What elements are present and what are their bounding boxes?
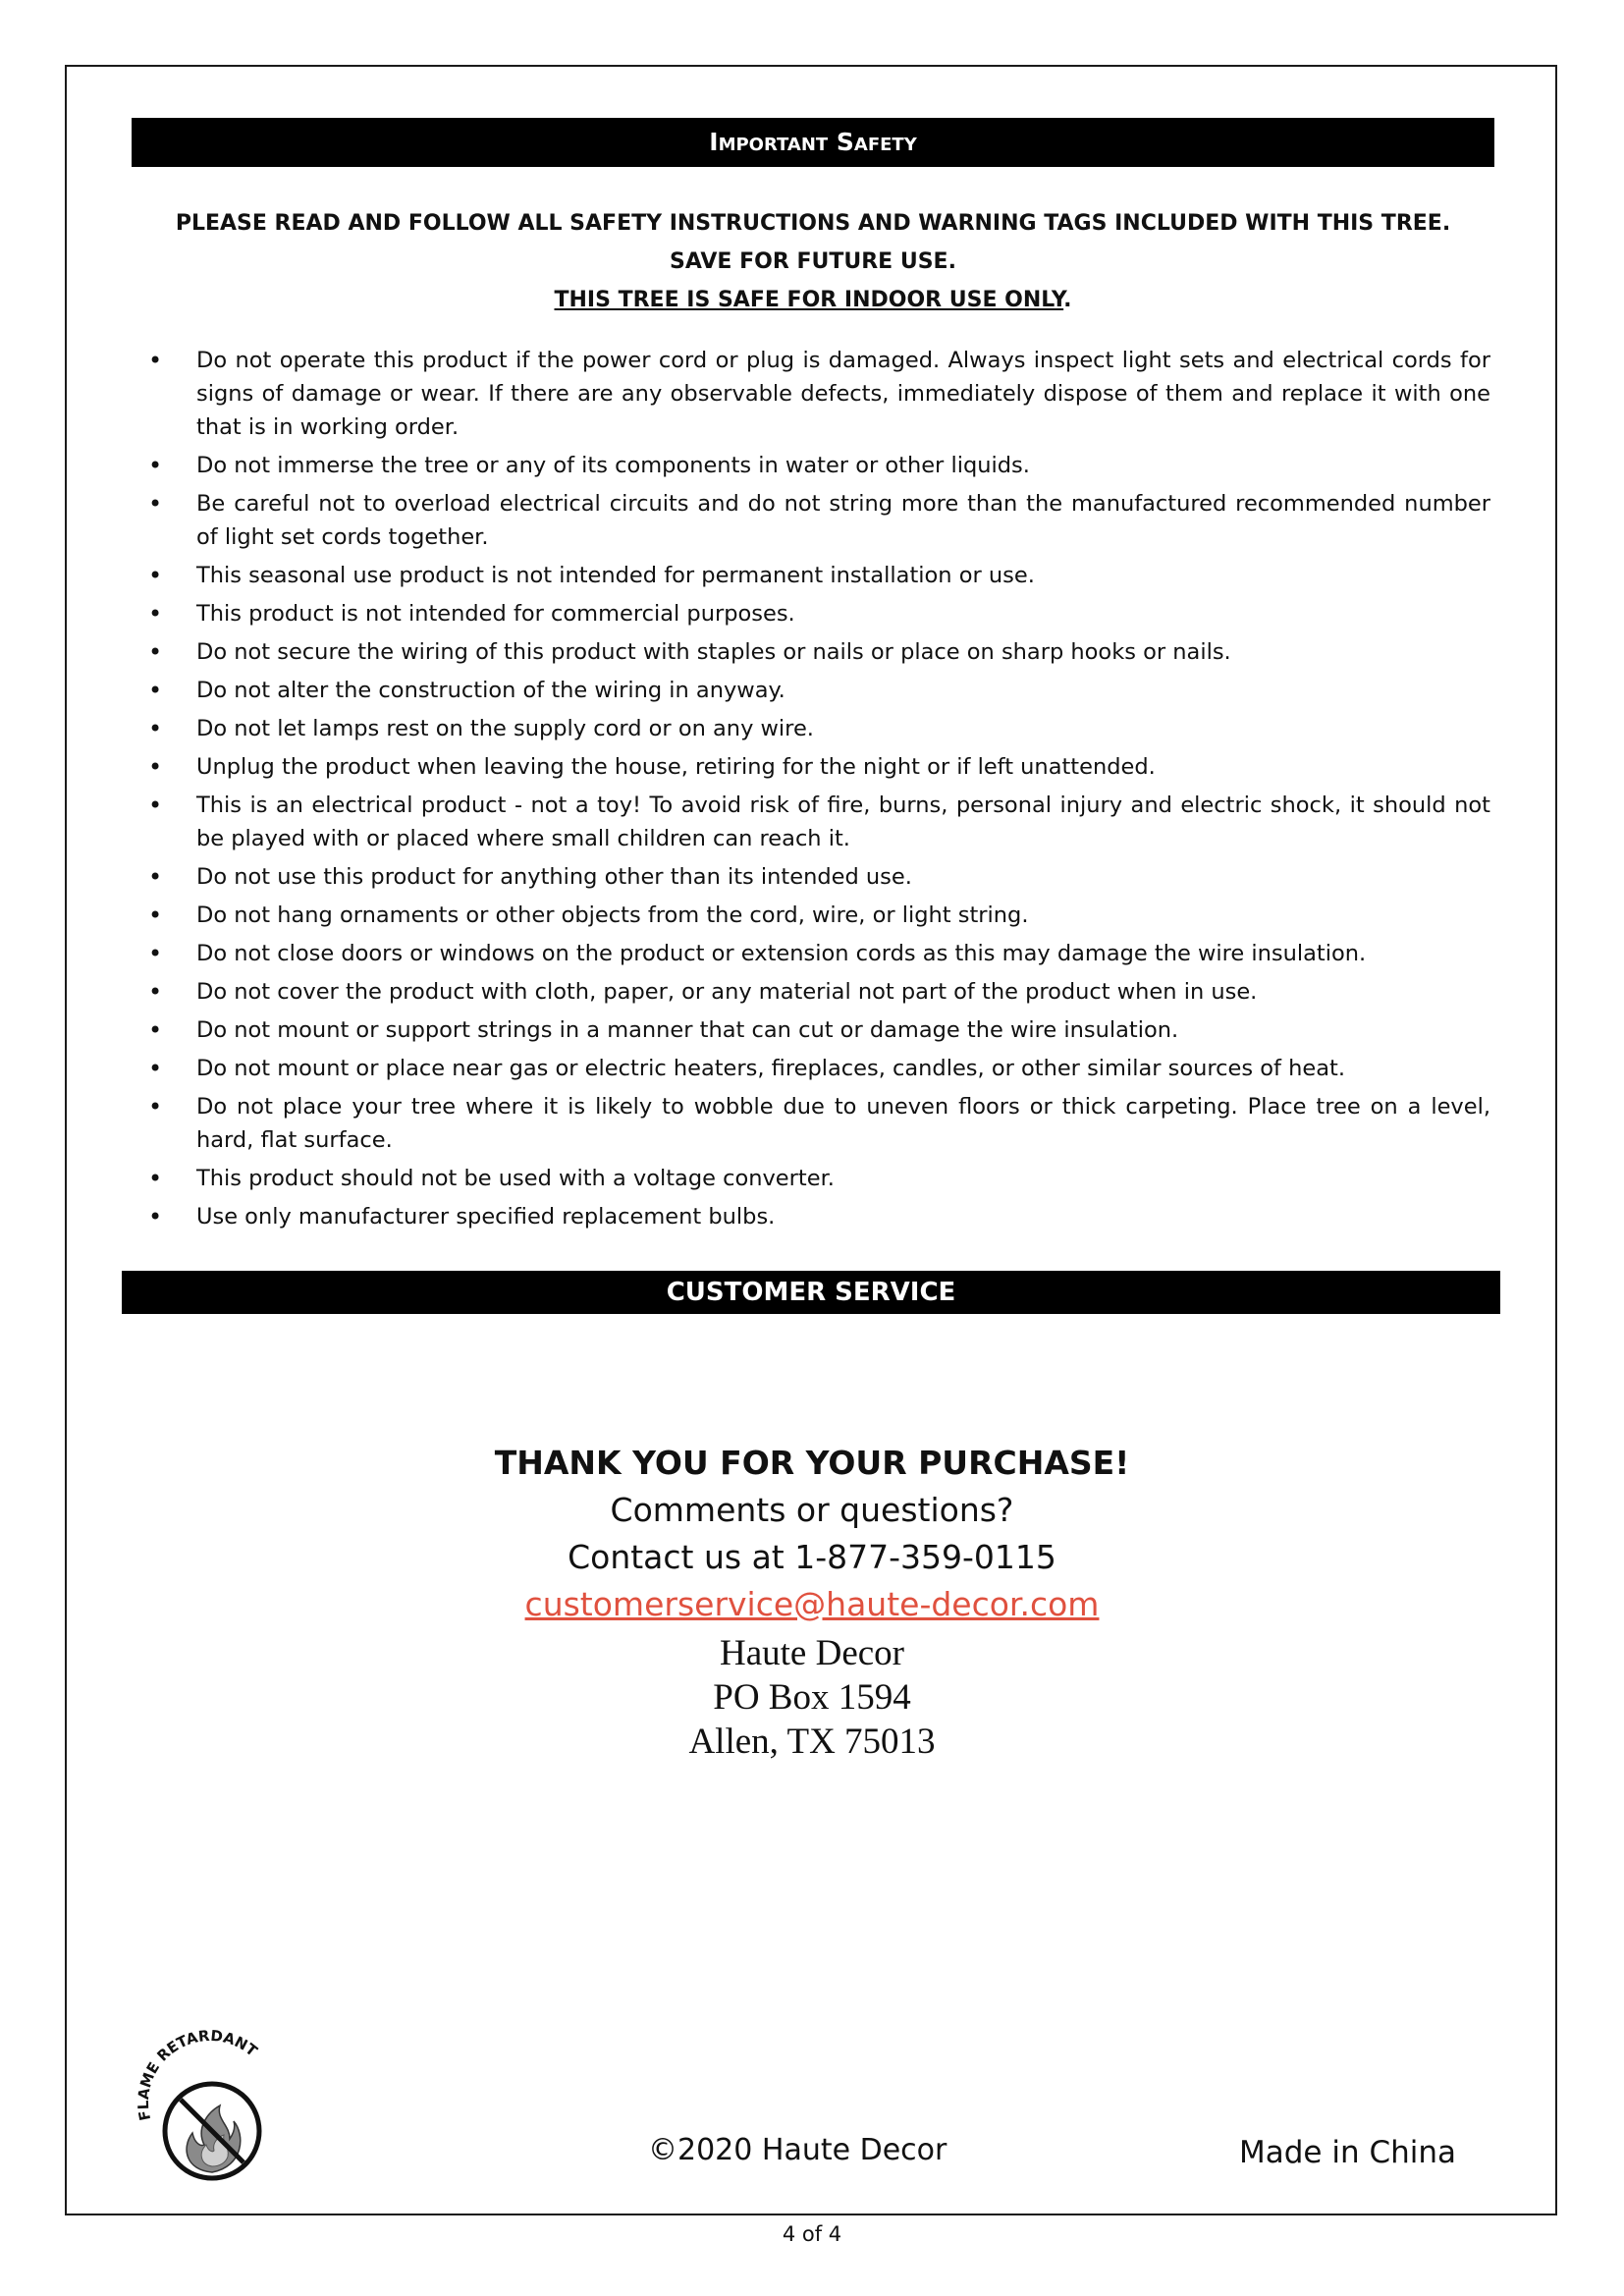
intro-line-save: SAVE FOR FUTURE USE. — [670, 249, 956, 274]
list-item — [145, 344, 1490, 444]
no-flame-icon — [124, 2023, 291, 2190]
bullet-icon: • — [148, 600, 163, 628]
list-item-text: This is an electrical product - not a toy! To avoid risk of fire, burns, personal injury and electric shock, it should not be played with or placed where small children can reach it. — [196, 793, 1490, 851]
page-number: 4 of 4 — [782, 2222, 842, 2246]
list-item-text: Do not cover the product with cloth, paper, or any material not part of the product when in use. — [196, 979, 1258, 1005]
bullet-icon: • — [148, 1016, 163, 1044]
list-item — [145, 750, 1490, 784]
indoor-use-notice: THIS TREE IS SAFE FOR INDOOR USE ONLY — [554, 288, 1064, 312]
list-item-text: This product is not intended for commercial purposes. — [196, 601, 795, 627]
safety-section-header: Important Safety — [132, 118, 1494, 167]
list-item-text: Do not mount or place near gas or electric heaters, fireplaces, candles, or other similar sources of heat. — [196, 1056, 1345, 1081]
list-item-text: Do not alter the construction of the wiring in anyway. — [196, 678, 785, 703]
safety-intro — [132, 204, 1494, 319]
bullet-icon: • — [148, 715, 163, 742]
bullet-icon: • — [148, 677, 163, 704]
list-item — [145, 860, 1490, 894]
list-item — [145, 1013, 1490, 1047]
list-item — [145, 789, 1490, 855]
list-item — [145, 597, 1490, 630]
intro-line-indoor — [132, 281, 1494, 319]
list-item-text: Unplug the product when leaving the house, retiring for the night or if left unattended. — [196, 754, 1156, 780]
list-item — [145, 559, 1490, 592]
list-item-text: Use only manufacturer specified replacement bulbs. — [196, 1204, 776, 1230]
list-item-text: Do not use this product for anything other than its intended use. — [196, 864, 912, 890]
bullet-icon: • — [148, 452, 163, 479]
list-item — [145, 899, 1490, 932]
list-item-text: Do not let lamps rest on the supply cord or on any wire. — [196, 716, 814, 741]
list-item — [145, 1162, 1490, 1195]
list-item — [145, 487, 1490, 554]
country-of-origin: Made in China — [1239, 2135, 1457, 2170]
list-item — [145, 937, 1490, 970]
mailing-address — [295, 1631, 1329, 1764]
copyright-notice: ©2020 Haute Decor — [648, 2133, 947, 2167]
list-item-text: Do not operate this product if the power cord or plug is damaged. Always inspect light sets and electrical cords for signs of damage or wear. If there are any observable defects, immediately dispose of them and replace it with one that is in working order. — [196, 348, 1490, 440]
customer-service-header: CUSTOMER SERVICE — [122, 1271, 1500, 1314]
city-state-zip: Allen, TX 75013 — [688, 1722, 936, 1762]
contact-phone[interactable]: Contact us at 1-877-359-0115 — [568, 1538, 1056, 1576]
intro-line-read-instructions: PLEASE READ AND FOLLOW ALL SAFETY INSTRUCTIONS AND WARNING TAGS INCLUDED WITH THIS TREE. — [175, 211, 1451, 236]
thank-you-heading: THANK YOU FOR YOUR PURCHASE! — [494, 1444, 1130, 1482]
list-item-text: Do not place your tree where it is likely to wobble due to uneven floors or thick carpeting. Place tree on a level, hard, flat surface. — [196, 1094, 1490, 1153]
list-item — [145, 975, 1490, 1009]
list-item — [145, 674, 1490, 707]
safety-instructions-list — [145, 344, 1490, 1238]
badge-label: FLAME RETARDANT — [134, 2026, 261, 2122]
list-item — [145, 1090, 1490, 1157]
bullet-icon: • — [148, 753, 163, 781]
list-item-text: This product should not be used with a voltage converter. — [196, 1166, 835, 1191]
thank-you-block — [295, 1440, 1329, 1628]
list-item-text: This seasonal use product is not intended for permanent installation or use. — [196, 563, 1035, 588]
list-item-text: Do not mount or support strings in a manner that can cut or damage the wire insulation. — [196, 1017, 1179, 1043]
list-item-text: Do not immerse the tree or any of its components in water or other liquids. — [196, 453, 1030, 478]
bullet-icon: • — [148, 792, 163, 819]
indoor-use-period: . — [1063, 288, 1072, 312]
bullet-icon: • — [148, 490, 163, 518]
list-item-text: Do not hang ornaments or other objects from the cord, wire, or light string. — [196, 902, 1029, 928]
bullet-icon: • — [148, 902, 163, 929]
bullet-icon: • — [148, 638, 163, 666]
bullet-icon: • — [148, 940, 163, 967]
list-item-text: Be careful not to overload electrical circuits and do not string more than the manufactured recommended number of light set cords together. — [196, 491, 1490, 550]
bullet-icon: • — [148, 1203, 163, 1230]
list-item — [145, 712, 1490, 745]
comments-line: Comments or questions? — [610, 1491, 1014, 1529]
company-name: Haute Decor — [720, 1633, 904, 1673]
list-item — [145, 635, 1490, 669]
bullet-icon: • — [148, 978, 163, 1006]
bullet-icon: • — [148, 1093, 163, 1121]
list-item-text: Do not close doors or windows on the product or extension cords as this may damage the wire insulation. — [196, 941, 1367, 966]
bullet-icon: • — [148, 347, 163, 374]
bullet-icon: • — [148, 562, 163, 589]
list-item — [145, 449, 1490, 482]
po-box: PO Box 1594 — [713, 1677, 911, 1718]
list-item — [145, 1200, 1490, 1233]
bullet-icon: • — [148, 1165, 163, 1192]
email-link[interactable]: customerservice@haute-decor.com — [524, 1585, 1100, 1623]
list-item-text: Do not secure the wiring of this product with staples or nails or place on sharp hooks or nails. — [196, 639, 1231, 665]
list-item — [145, 1052, 1490, 1085]
flame-retardant-badge — [124, 2023, 291, 2190]
bullet-icon: • — [148, 1055, 163, 1082]
bullet-icon: • — [148, 863, 163, 891]
